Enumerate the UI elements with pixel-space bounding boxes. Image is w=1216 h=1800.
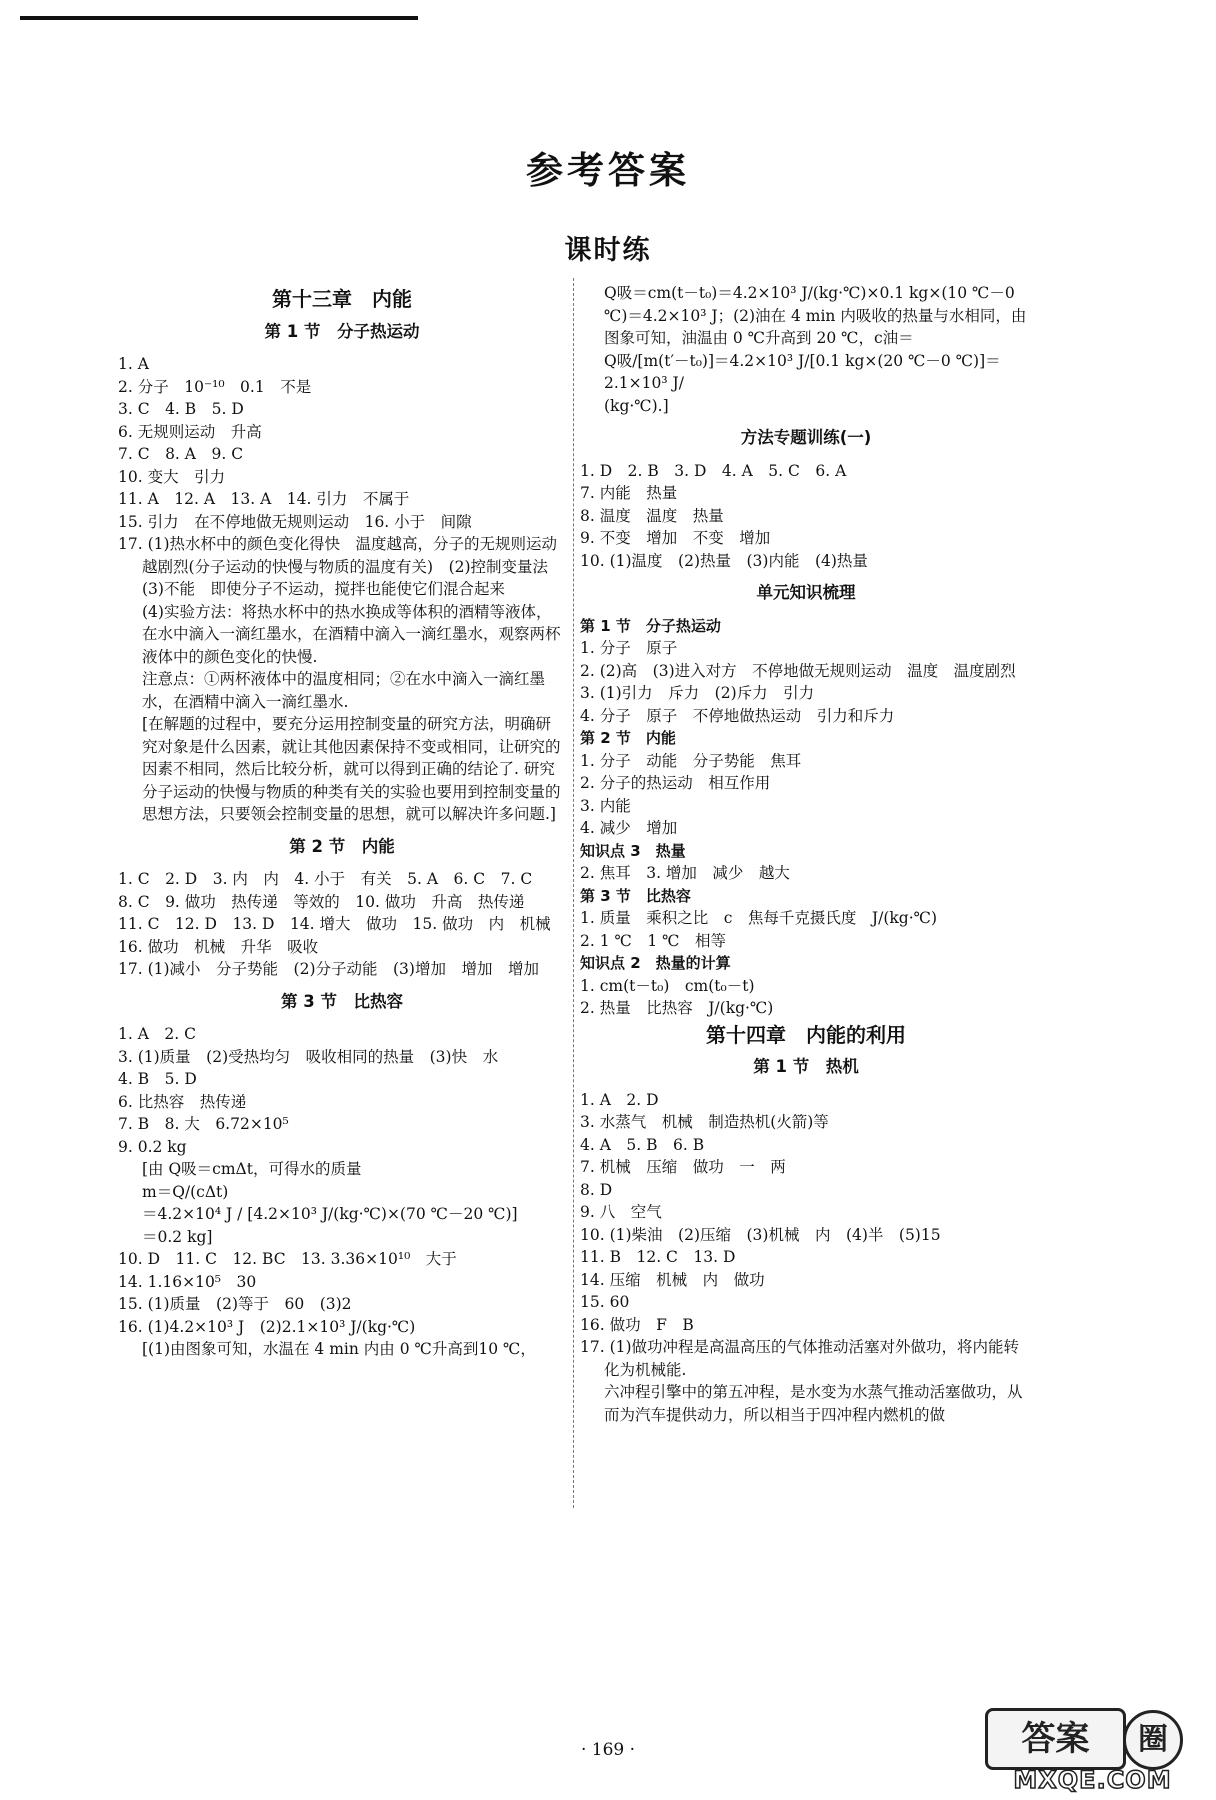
unit-summary-heading: 单元知识梳理 — [756, 583, 856, 602]
watermark-url: MXQE.COM — [1013, 1766, 1172, 1794]
answer-item: 11. A 12. A 13. A 14. 引力 不属于 — [118, 490, 410, 508]
top-rule — [20, 16, 418, 20]
answer-item: 7. B 8. 大 6.72×10⁵ — [118, 1115, 289, 1133]
answer-item: 16. 做功 F B — [580, 1315, 694, 1334]
answer-item: 9. 不变 增加 不变 增加 — [580, 529, 771, 547]
answer-item: 2. 分子 10⁻¹⁰ 0.1 不是 — [118, 377, 312, 396]
answer-item: 8. C 9. 做功 热传递 等效的 10. 做功 升高 热传递 — [118, 892, 525, 911]
answer-item: 7. C 8. A 9. C — [118, 445, 244, 463]
answer-item: 1. A — [118, 355, 149, 373]
calc-line: [由 Q吸＝cmΔt，可得水的质量 — [142, 1160, 362, 1178]
answer-item: 7. 内能 热量 — [580, 484, 678, 502]
watermark-circle: 圈 — [1123, 1710, 1183, 1770]
section-2-heading: 第 2 节 内能 — [289, 836, 395, 856]
summary-item: 4. 分子 原子 不停地做热运动 引力和斥力 — [580, 706, 895, 725]
answer-item: 11. C 12. D 13. D 14. 增大 做功 15. 做功 内 机械 — [118, 915, 551, 933]
summary-item: 2. 热量 比热容 J/(kg·℃) — [580, 999, 774, 1017]
page-subtitle: 课时练 — [564, 235, 652, 266]
answer-item: 8. D — [580, 1180, 613, 1199]
chapter-13-heading: 第十三章 内能 — [272, 287, 412, 311]
summary-subheading: 第 3 节 比热容 — [580, 886, 691, 905]
answer-item: 11. B 12. C 13. D — [580, 1248, 736, 1266]
answer-item: 7. 机械 压缩 做功 一 两 — [580, 1158, 786, 1176]
answer-item: 6. 无规则运动 升高 — [118, 422, 262, 441]
answer-detail: 六冲程引擎中的第五冲程，是水变为水蒸气推动活塞做功，从而为汽车提供动力，所以相当于四冲程内燃机的做 — [604, 1383, 1023, 1424]
answer-item: 1. D 2. B 3. D 4. A 5. C 6. A — [580, 461, 847, 480]
summary-item: 2. 1 ℃ 1 ℃ 相等 — [580, 931, 726, 950]
calc-line: ＝4.2×10⁴ J / [4.2×10³ J/(kg·℃)×(70 ℃－20 ℃)] — [142, 1205, 518, 1223]
answer-item: 9. 0.2 kg — [118, 1137, 187, 1156]
answer-item: 10. (1)温度 (2)热量 (3)内能 (4)热量 — [580, 551, 868, 570]
summary-item: 1. 分子 动能 分子势能 焦耳 — [580, 751, 802, 770]
answer-item: 15. 60 — [580, 1293, 630, 1311]
answer-item: 14. 1.16×10⁵ 30 — [118, 1272, 257, 1291]
summary-item: 2. (2)高 (3)进入对方 不停地做无规则运动 温度 温度剧烈 — [580, 661, 1016, 680]
answer-item: 9. 八 空气 — [580, 1203, 662, 1221]
summary-item: 2. 焦耳 3. 增加 减少 越大 — [580, 864, 790, 882]
calc-line: (kg·℃).] — [604, 396, 669, 415]
answer-item: 4. B 5. D — [118, 1070, 197, 1088]
answer-item: 17. (1)热水杯中的颜色变化得快 温度越高，分子的无规则运动越剧烈(分子运动的快慢与物质的温度有关) (2)控制变量法 — [118, 535, 558, 576]
answer-item: 10. D 11. C 12. BC 13. 3.36×10¹⁰ 大于 — [118, 1250, 457, 1268]
column-divider — [573, 278, 575, 1508]
right-column — [580, 282, 1032, 1426]
answer-item: 1. C 2. D 3. 内 内 4. 小于 有关 5. A 6. C 7. C — [118, 870, 533, 888]
summary-item: 1. cm(t－t₀) cm(t₀－t) — [580, 976, 755, 995]
answer-item: 3. (1)质量 (2)受热均匀 吸收相同的热量 (3)快 水 — [118, 1047, 499, 1066]
answer-item: 10. (1)柴油 (2)压缩 (3)机械 内 (4)半 (5)15 — [580, 1225, 941, 1244]
answer-item: 14. 压缩 机械 内 做功 — [580, 1270, 765, 1289]
answer-item: 1. A 2. C — [118, 1025, 196, 1043]
summary-subheading: 知识点 3 热量 — [580, 841, 686, 860]
summary-item: 2. 分子的热运动 相互作用 — [580, 774, 771, 792]
answer-item: 17. (1)做功冲程是高温高压的气体推动活塞对外做功，将内能转化为机械能. — [580, 1338, 1020, 1379]
summary-item: 4. 减少 增加 — [580, 819, 678, 837]
answer-detail: 注意点：①两杯液体中的温度相同；②在水中滴入一滴红墨水，在酒精中滴入一滴红墨水. — [142, 670, 546, 711]
summary-subheading: 第 1 节 分子热运动 — [580, 616, 721, 635]
left-column — [118, 282, 566, 1361]
answer-item: 3. C 4. B 5. D — [118, 400, 244, 418]
answer-item: 8. 温度 温度 热量 — [580, 506, 724, 525]
calc-line: Q吸/[m(t′－t₀)]＝4.2×10³ J/[0.1 kg×(20 ℃－0 ℃)]＝2.1×10³ J/ — [604, 351, 1001, 392]
answer-item: 15. (1)质量 (2)等于 60 (3)2 — [118, 1295, 352, 1313]
summary-item: 1. 质量 乘积之比 c 焦每千克摄氏度 J/(kg·℃) — [580, 909, 938, 927]
calc-line: ＝0.2 kg] — [142, 1227, 213, 1246]
calc-line: Q吸＝cm(t－t₀)＝4.2×10³ J/(kg·℃)×0.1 kg×(10 ℃－0 ℃)＝4.2×10³ J；(2)油在 4 min 内吸收的热量与水相同，由图象可知，油温由 0 ℃升高到 20 ℃，c油＝ — [604, 284, 1027, 347]
answer-item: 16. 做功 机械 升华 吸收 — [118, 937, 319, 956]
summary-item: 1. 分子 原子 — [580, 639, 678, 657]
summary-item: 3. 内能 — [580, 796, 631, 815]
answer-item: 15. 引力 在不停地做无规则运动 16. 小于 间隙 — [118, 512, 472, 531]
page-number: · 169 · — [580, 1740, 636, 1760]
answer-item: 6. 比热容 热传递 — [118, 1092, 247, 1111]
answer-item: 16. (1)4.2×10³ J (2)2.1×10³ J/(kg·℃) — [118, 1317, 416, 1336]
answer-detail: (4)实验方法：将热水杯中的热水换成等体积的酒精等液体，在水中滴入一滴红墨水，在酒精中滴入一滴红墨水，观察两杯液体中的颜色变化的快慢. — [142, 602, 561, 666]
watermark-logo — [985, 1708, 1210, 1794]
answer-item: 1. A 2. D — [580, 1090, 659, 1109]
watermark-box: 答案 — [985, 1708, 1126, 1770]
heat-engine-heading: 第 1 节 热机 — [753, 1057, 859, 1076]
method-training-heading: 方法专题训练(一) — [740, 428, 872, 447]
calc-line: m＝Q/(cΔt) — [142, 1182, 229, 1201]
answer-item: 3. 水蒸气 机械 制造热机(火箭)等 — [580, 1113, 829, 1131]
section-1-heading: 第 1 节 分子热运动 — [264, 321, 420, 341]
page-title: 参考答案 — [526, 149, 690, 192]
summary-item: 3. (1)引力 斥力 (2)斥力 引力 — [580, 684, 815, 702]
section-3-heading: 第 3 节 比热容 — [281, 991, 403, 1011]
explanation-note: [在解题的过程中，要充分运用控制变量的研究方法，明确研究对象是什么因素，就让其他因素保持不变或相同，让研究的因素不相同，然后比较分析，就可以得到正确的结论了. 研究分子运动的快慢与物质的种类有关的实验也要用到控制变量的思想方法，只要领会控制变量的思想，就可以解决许多问题.] — [142, 715, 561, 823]
chapter-14-heading: 第十四章 内能的利用 — [706, 1022, 906, 1047]
explanation-note: [(1)由图象可知，水温在 4 min 内由 0 ℃升高到10 ℃， — [142, 1340, 536, 1358]
summary-list — [580, 615, 1032, 1020]
answer-item: 17. (1)减小 分子势能 (2)分子动能 (3)增加 增加 增加 — [118, 960, 539, 978]
answer-detail: (3)不能 即使分子不运动，搅拌也能使它们混合起来 — [142, 580, 505, 598]
summary-subheading: 知识点 2 热量的计算 — [580, 954, 731, 972]
answer-item: 4. A 5. B 6. B — [580, 1135, 705, 1154]
answer-item: 10. 变大 引力 — [118, 467, 226, 486]
summary-subheading: 第 2 节 内能 — [580, 729, 676, 747]
